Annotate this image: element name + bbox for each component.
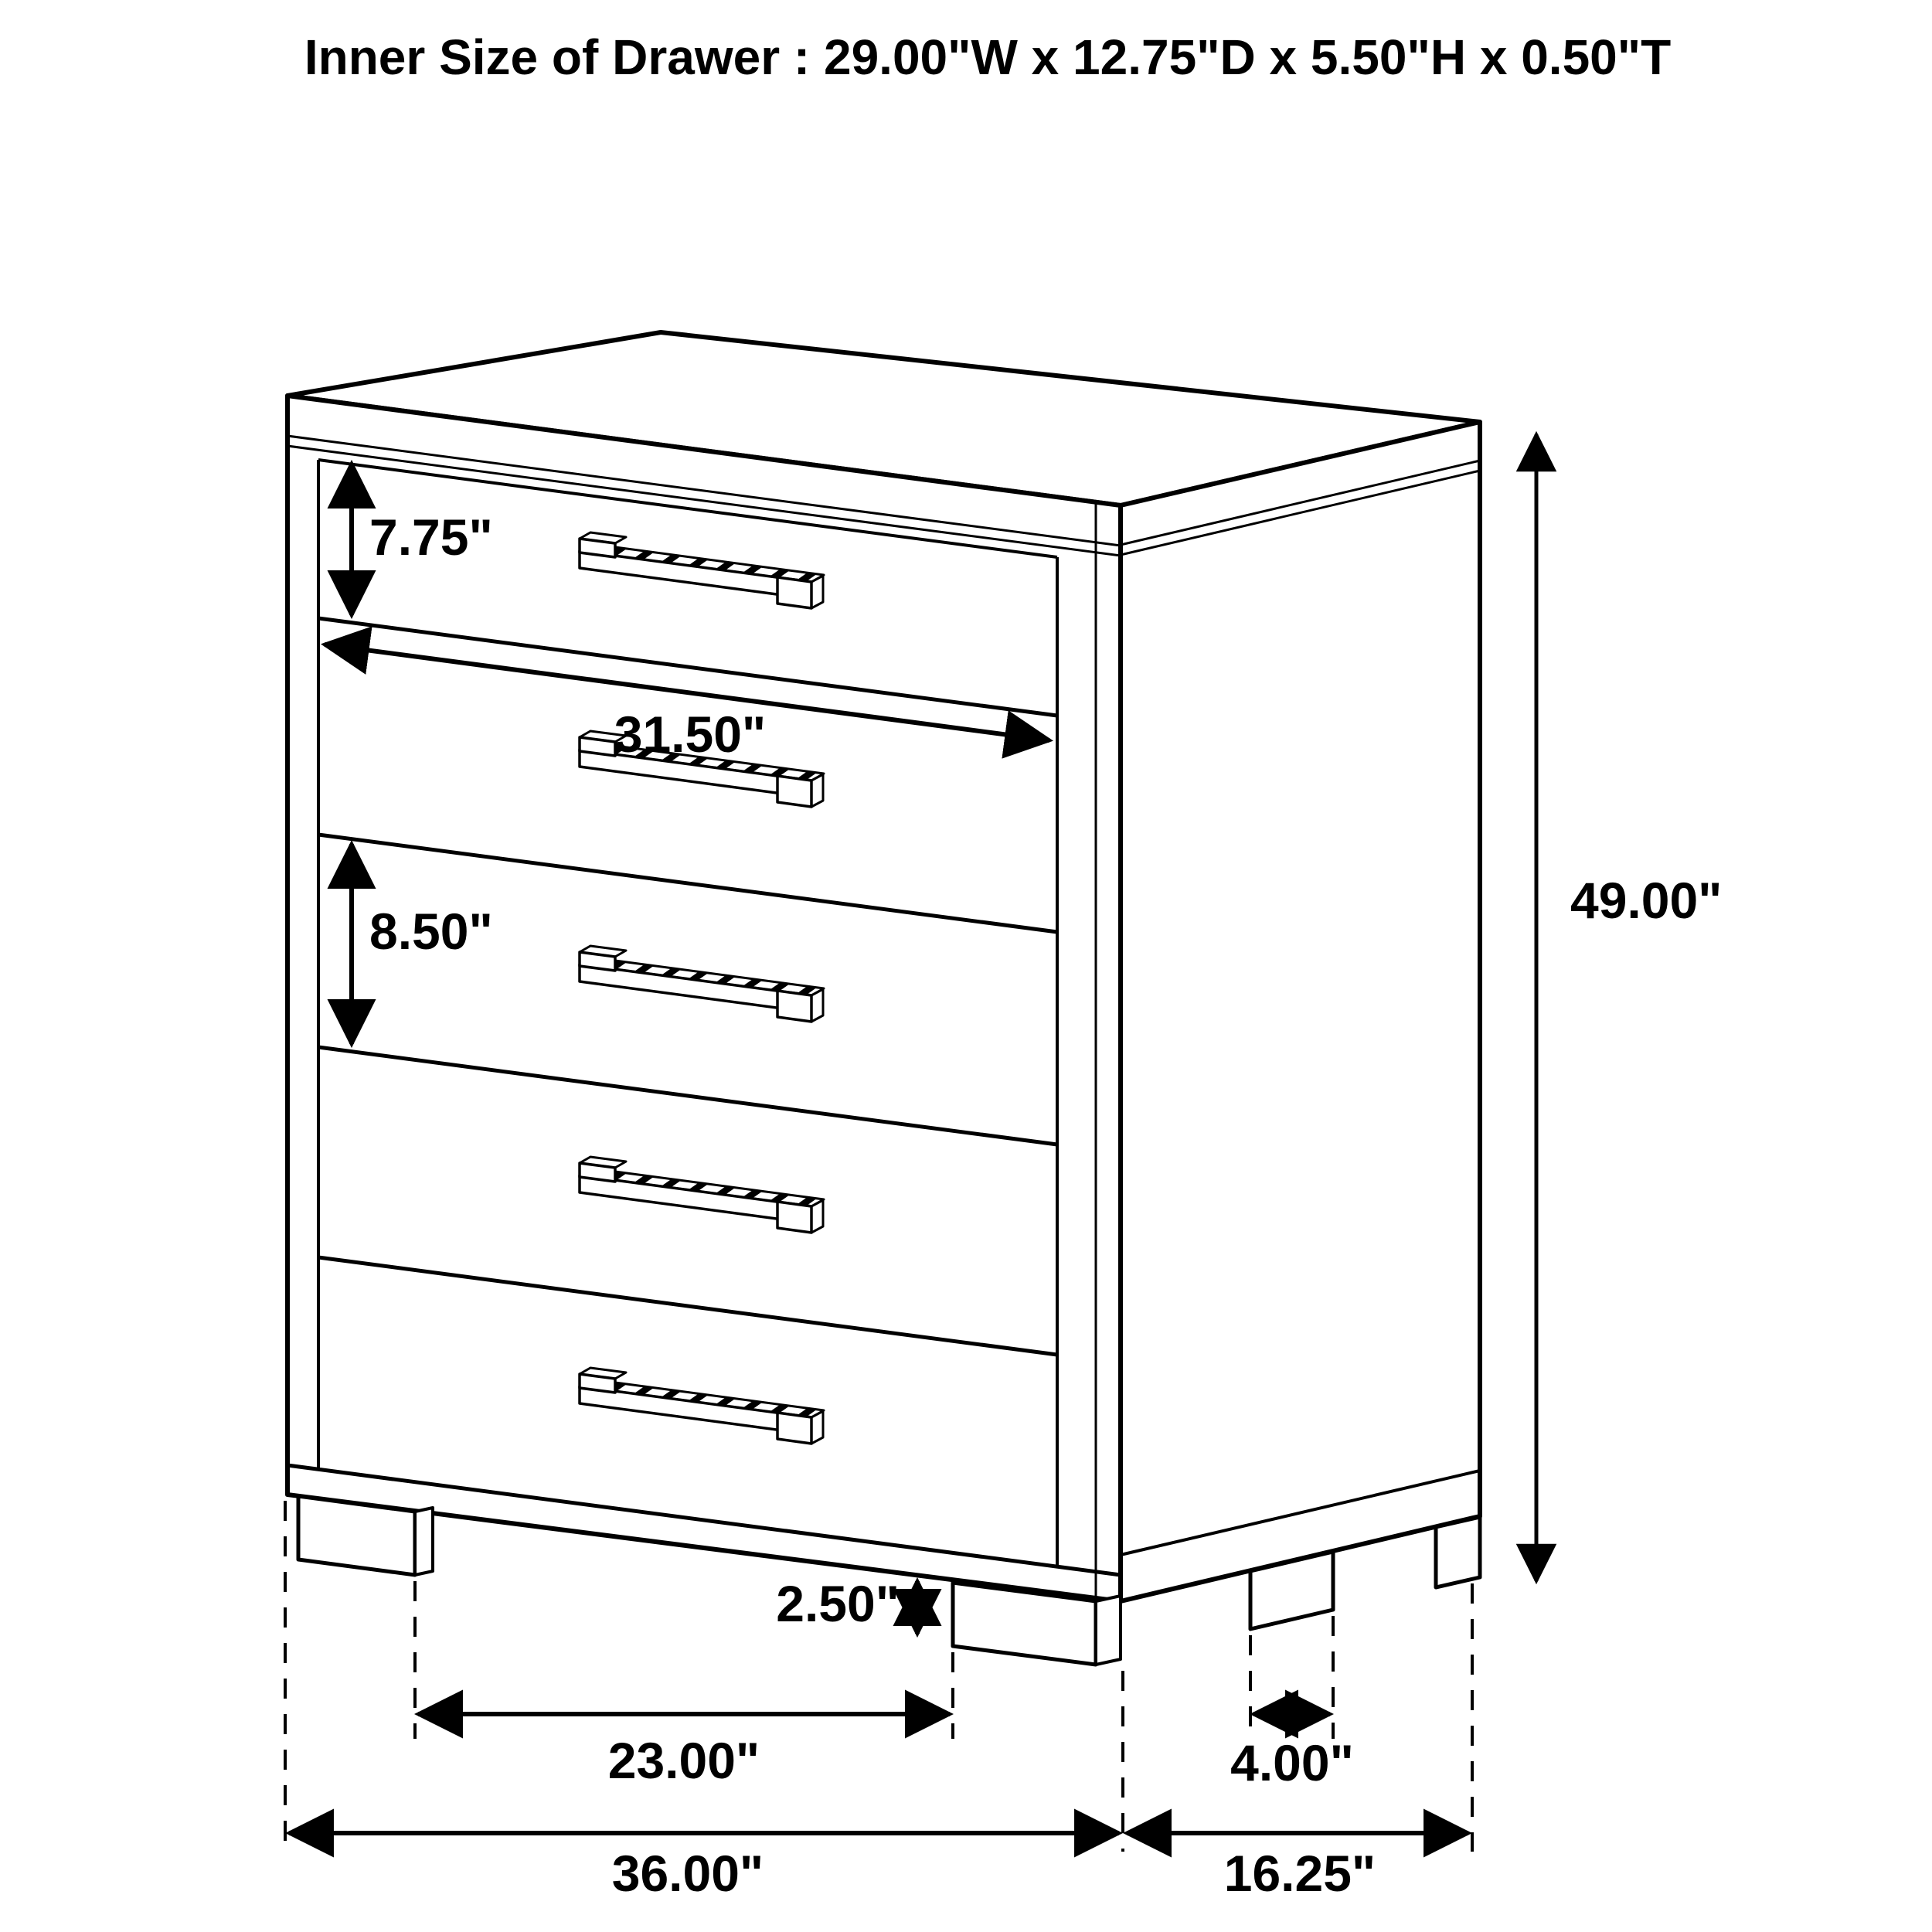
side-face [1121,422,1480,1601]
front-left-leg [298,1496,415,1575]
dim-front-leg-span-label: 23.00" [607,1732,760,1789]
dim-back-leg-width-label: 4.00" [1230,1734,1354,1791]
dim-overall-height-label: 49.00" [1570,872,1723,929]
dim-drawer-width-label: 31.50" [614,706,767,763]
diagram-title: Inner Size of Drawer : 29.00"W x 12.75"D x 5.50"H x 0.50"T [304,29,1672,85]
dim-overall-width-label: 36.00" [611,1845,764,1902]
dim-lower-drawer-height-label: 8.50" [369,903,493,960]
back-corner-leg [1436,1517,1480,1587]
front-right-leg-side [1096,1596,1121,1665]
dim-leg-height-label: 2.50" [776,1575,900,1632]
dim-overall-depth-label: 16.25" [1223,1845,1376,1902]
dim-top-drawer-height-label: 7.75" [369,509,493,566]
front-left-leg-side [415,1508,433,1575]
